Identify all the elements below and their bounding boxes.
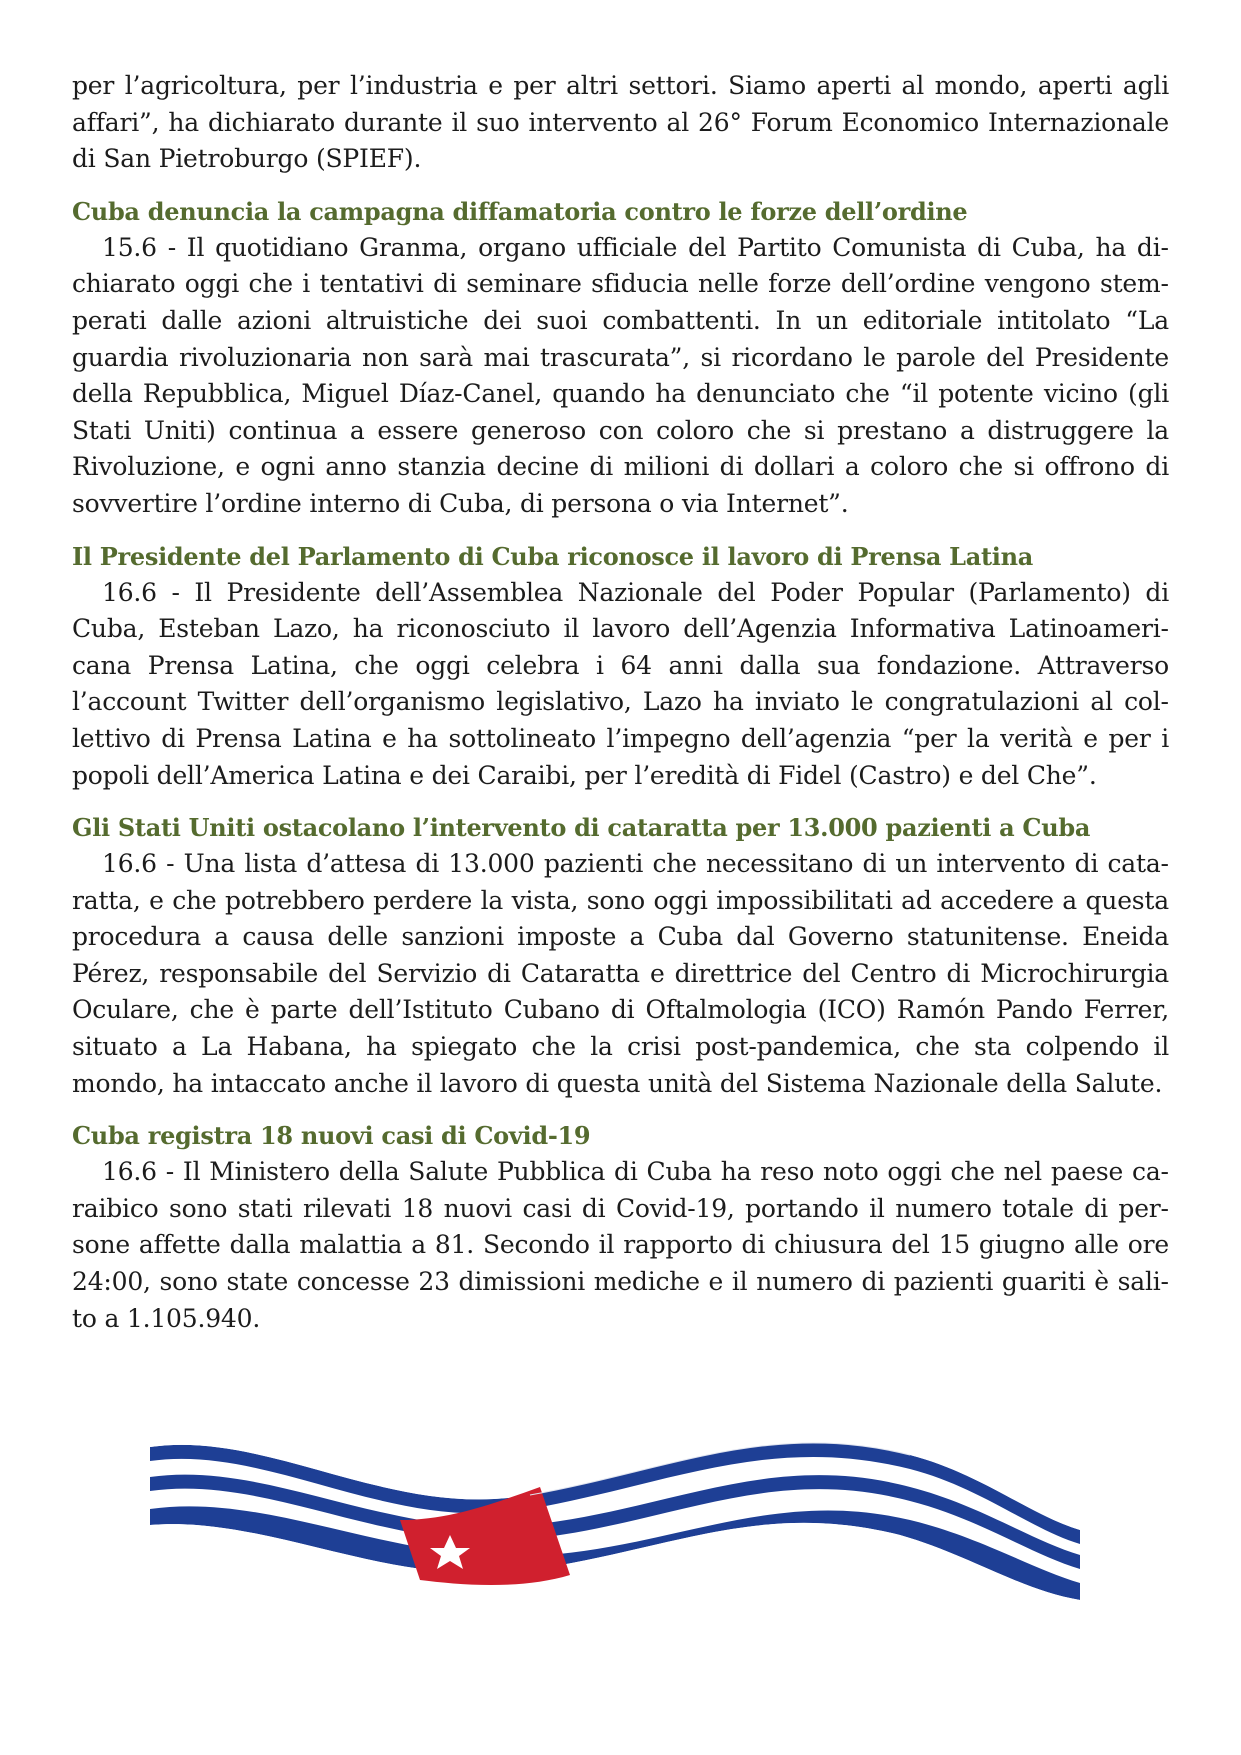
article-2: [72, 539, 1169, 795]
article-body: 16.6 - Il Presidente dell’Assemblea Nazionale del Poder Popular (Parlamento) di Cuba, Esteban Lazo, ha riconosciuto il lavoro dell’Agenzia Informativa Latinoamericana Prensa Latina, che oggi celebra i 64 anni dalla sua fondazione. Attraverso l’account Twitter dell’organismo legislativo, Lazo ha inviato le congratulazioni al collettivo di Prensa Latina e ha sottolineato l’impegno dell’agenzia “per la verità e per i popoli dell’America Latina e dei Caraibi, per l’eredità di Fidel (Castro) e del Che”.: [72, 577, 1169, 790]
article-headline: Cuba registra 18 nuovi casi di Covid-19: [72, 1121, 591, 1151]
document-page: [72, 68, 1169, 1337]
cuban-flag-ribbon-icon: [150, 1425, 1100, 1625]
cuban-flag-ribbon-image: [150, 1425, 1100, 1625]
article-4: [72, 1118, 1169, 1337]
article-1: [72, 194, 1169, 523]
article-headline: Il Presidente del Parlamento di Cuba riconosce il lavoro di Prensa Latina: [72, 541, 1033, 571]
ribbon-stripes: [150, 1425, 1100, 1625]
article-3: [72, 810, 1169, 1102]
article-body: 16.6 - Il Ministero della Salute Pubblica di Cuba ha reso noto oggi che nel paese caraibico sono stati rilevati 18 nuovi casi di Covid-19, portando il numero totale di persone affette dalla malattia a 81. Secondo il rapporto di chiusura del 15 giugno alle ore 24:00, sono state concesse 23 dimissioni mediche e il numero di pazienti guariti è salito a 1.105.940.: [72, 1157, 1169, 1333]
article-headline: Cuba denuncia la campagna diffamatoria contro le forze dell’ordine: [72, 196, 968, 226]
intro-paragraph: per l’agricoltura, per l’industria e per altri settori. Siamo aperti al mondo, aperti agli affari”, ha dichiarato durante il suo intervento al 26° Forum Economico Internazionale di San Pietroburgo (SPIEF).: [72, 71, 1169, 174]
article-body: 15.6 - Il quotidiano Granma, organo ufficiale del Partito Comunista di Cuba, ha dichiarato oggi che i tentativi di seminare sfiducia nelle forze dell’ordine vengono stemperati dalle azioni altruistiche dei suoi combattenti. In un editoriale intitolato “La guardia rivoluzionaria non sarà mai trascurata”, si ricordano le parole del Presidente della Repubblica, Miguel Díaz-Canel, quando ha denunciato che “il potente vicino (gli Stati Uniti) continua a essere generoso con coloro che si prestano a distruggere la Rivoluzione, e ogni anno stanzia decine di milioni di dollari a coloro che si offrono di sovvertire l’ordine interno di Cuba, di persona o via Internet”.: [72, 232, 1169, 518]
article-body: 16.6 - Una lista d’attesa di 13.000 pazienti che necessitano di un intervento di cataratta, e che potrebbero perdere la vista, sono oggi impossibilitati ad accedere a questa procedura a causa delle sanzioni imposte a Cuba dal Governo statunitense. Eneida Pérez, responsabile del Servizio di Cataratta e direttrice del Centro di Microchirurgia Oculare, che è parte dell’Istituto Cubano di Oftalmologia (ICO) Ramón Pando Ferrer, situato a La Habana, ha spiegato che la crisi post-pandemica, che sta colpendo il mondo, ha intaccato anche il lavoro di questa unità del Sistema Nazionale della Salute.: [72, 849, 1169, 1098]
article-headline: Gli Stati Uniti ostacolano l’intervento di cataratta per 13.000 pazienti a Cuba: [72, 813, 1091, 843]
